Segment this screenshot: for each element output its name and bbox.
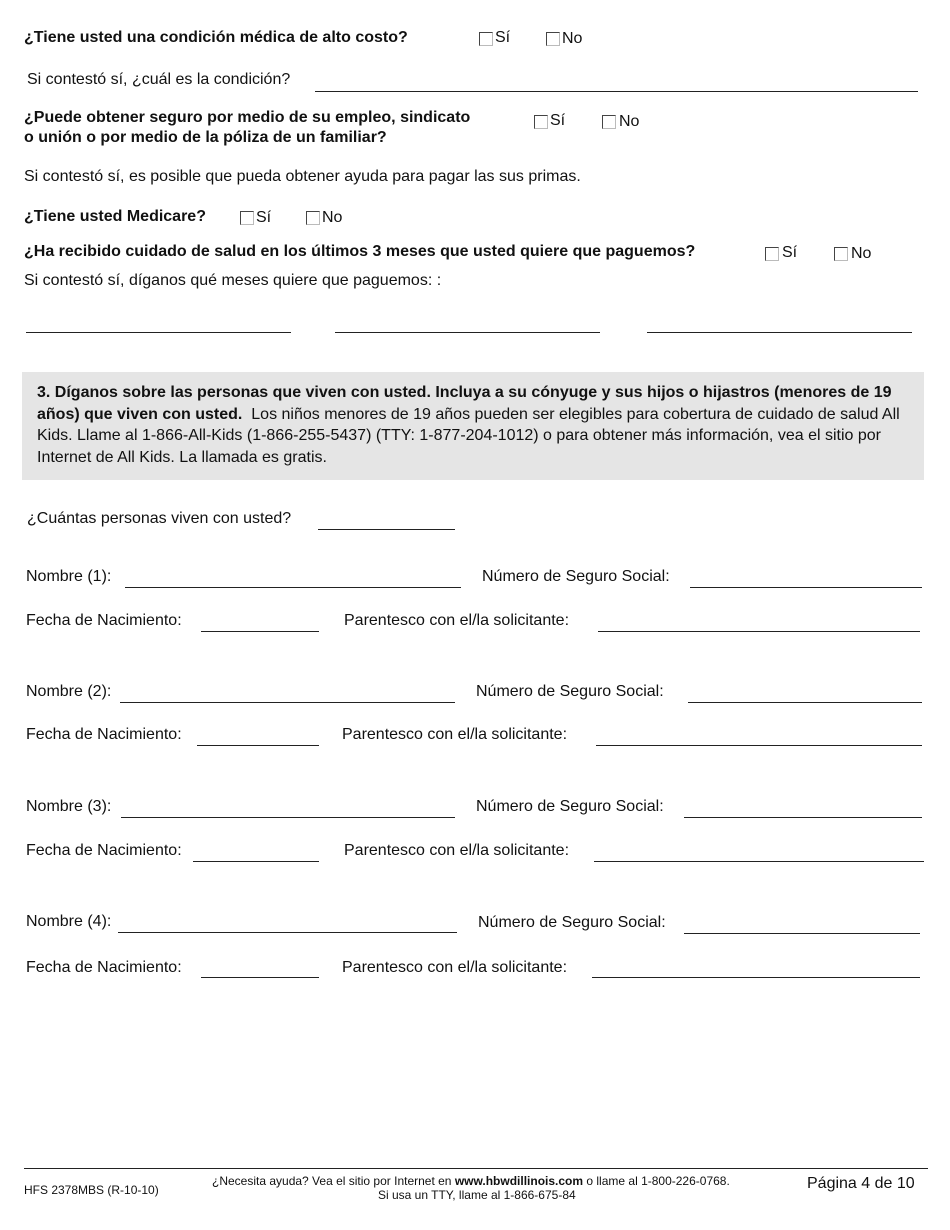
recent-care-yes-label: Sí <box>782 244 798 261</box>
person-2-rel-label: Parentesco con el/la solicitante: <box>342 726 568 743</box>
help-suffix: o llame al 1-800-226-0768. <box>583 1174 730 1188</box>
person-4-ssn-field[interactable] <box>684 933 920 934</box>
month-field-3[interactable] <box>647 332 912 333</box>
person-3-name-field[interactable] <box>121 817 455 818</box>
form-id: HFS 2378MBS (R-10-10) <box>24 1183 159 1197</box>
question-employer-line1: ¿Puede obtener seguro por medio de su empleo, sindicato <box>24 109 471 126</box>
condition-field[interactable] <box>315 91 918 92</box>
section3-heading: 3. Díganos sobre las personas que viven con usted. Incluya a su cónyuge y sus hijos o hijastros (menores de 19 años) que viven con usted. <box>37 384 892 423</box>
person-2-name-label: Nombre (2): <box>26 683 112 700</box>
person-2-rel-field[interactable] <box>596 745 922 746</box>
medicare-no-checkbox[interactable] <box>306 211 320 225</box>
person-4-rel-field[interactable] <box>592 977 920 978</box>
person-1-rel-field[interactable] <box>598 631 920 632</box>
medicare-yes-checkbox[interactable] <box>240 211 254 225</box>
person-3-dob-field[interactable] <box>193 861 319 862</box>
month-field-1[interactable] <box>26 332 291 333</box>
person-4-name-label: Nombre (4): <box>26 913 112 930</box>
person-4-name-field[interactable] <box>118 932 457 933</box>
person-3-ssn-field[interactable] <box>684 817 922 818</box>
person-3-rel-field[interactable] <box>594 861 924 862</box>
question-high-cost: ¿Tiene usted una condición médica de alto costo? <box>24 29 408 46</box>
employer-no-checkbox[interactable] <box>602 115 616 129</box>
person-4-dob-label: Fecha de Nacimiento: <box>26 959 182 976</box>
employer-yes-label: Sí <box>550 112 566 129</box>
person-1-name-label: Nombre (1): <box>26 568 112 585</box>
person-3-rel-label: Parentesco con el/la solicitante: <box>344 842 570 859</box>
person-1-ssn-field[interactable] <box>690 587 922 588</box>
high-cost-no-checkbox[interactable] <box>546 32 560 46</box>
person-2-ssn-label: Número de Seguro Social: <box>476 683 664 700</box>
person-2-dob-field[interactable] <box>197 745 319 746</box>
month-field-2[interactable] <box>335 332 600 333</box>
question-recent-care: ¿Ha recibido cuidado de salud en los últimos 3 meses que usted quiere que paguemos? <box>24 243 696 260</box>
high-cost-yes-checkbox[interactable] <box>479 32 493 46</box>
person-4-ssn-label: Número de Seguro Social: <box>478 914 666 931</box>
person-2-dob-label: Fecha de Nacimiento: <box>26 726 182 743</box>
page-number: Página 4 de 10 <box>807 1175 915 1192</box>
person-2-name-field[interactable] <box>120 702 455 703</box>
section3-body: Los niños menores de 19 años pueden ser elegibles para cobertura de cuidado de salud All Kids. Llame al 1-866-All-Kids (1-866-255-5437) (TTY: 1-877-204-1012) o para obtener más información, vea el sitio por Internet de All Kids. La llamada es gratis. <box>37 405 900 466</box>
person-1-ssn-label: Número de Seguro Social: <box>482 568 670 585</box>
person-1-rel-label: Parentesco con el/la solicitante: <box>344 612 570 629</box>
household-count-label: ¿Cuántas personas viven con usted? <box>27 510 292 527</box>
person-4-dob-field[interactable] <box>201 977 319 978</box>
section3-text <box>37 382 927 468</box>
months-label: Si contestó sí, díganos qué meses quiere que paguemos: : <box>24 272 442 289</box>
tty-line: Si usa un TTY, llame al 1-866-675-84 <box>378 1188 576 1202</box>
person-3-ssn-label: Número de Seguro Social: <box>476 798 664 815</box>
employer-yes-checkbox[interactable] <box>534 115 548 129</box>
person-3-name-label: Nombre (3): <box>26 798 112 815</box>
person-1-dob-field[interactable] <box>201 631 319 632</box>
person-2-ssn-field[interactable] <box>688 702 922 703</box>
person-3-dob-label: Fecha de Nacimiento: <box>26 842 182 859</box>
employer-no-label: No <box>619 113 640 130</box>
person-1-name-field[interactable] <box>125 587 461 588</box>
person-4-rel-label: Parentesco con el/la solicitante: <box>342 959 568 976</box>
high-cost-no-label: No <box>562 30 583 47</box>
help-prefix: ¿Necesita ayuda? Vea el sitio por Internet en <box>212 1174 455 1188</box>
help-url-link[interactable]: www.hbwdillinois.com <box>454 1174 584 1188</box>
help-line <box>212 1174 730 1188</box>
medicare-no-label: No <box>322 209 343 226</box>
condition-label: Si contestó sí, ¿cuál es la condición? <box>27 71 291 88</box>
question-medicare: ¿Tiene usted Medicare? <box>24 208 206 225</box>
question-employer-line2: o unión o por medio de la póliza de un familiar? <box>24 129 387 146</box>
footer-divider <box>24 1168 928 1169</box>
person-1-dob-label: Fecha de Nacimiento: <box>26 612 182 629</box>
recent-care-no-checkbox[interactable] <box>834 247 848 261</box>
recent-care-no-label: No <box>851 245 872 262</box>
medicare-yes-label: Sí <box>256 209 272 226</box>
recent-care-yes-checkbox[interactable] <box>765 247 779 261</box>
high-cost-yes-label: Sí <box>495 29 511 46</box>
household-count-field[interactable] <box>318 529 455 530</box>
employer-note: Si contestó sí, es posible que pueda obtener ayuda para pagar las sus primas. <box>24 168 581 185</box>
